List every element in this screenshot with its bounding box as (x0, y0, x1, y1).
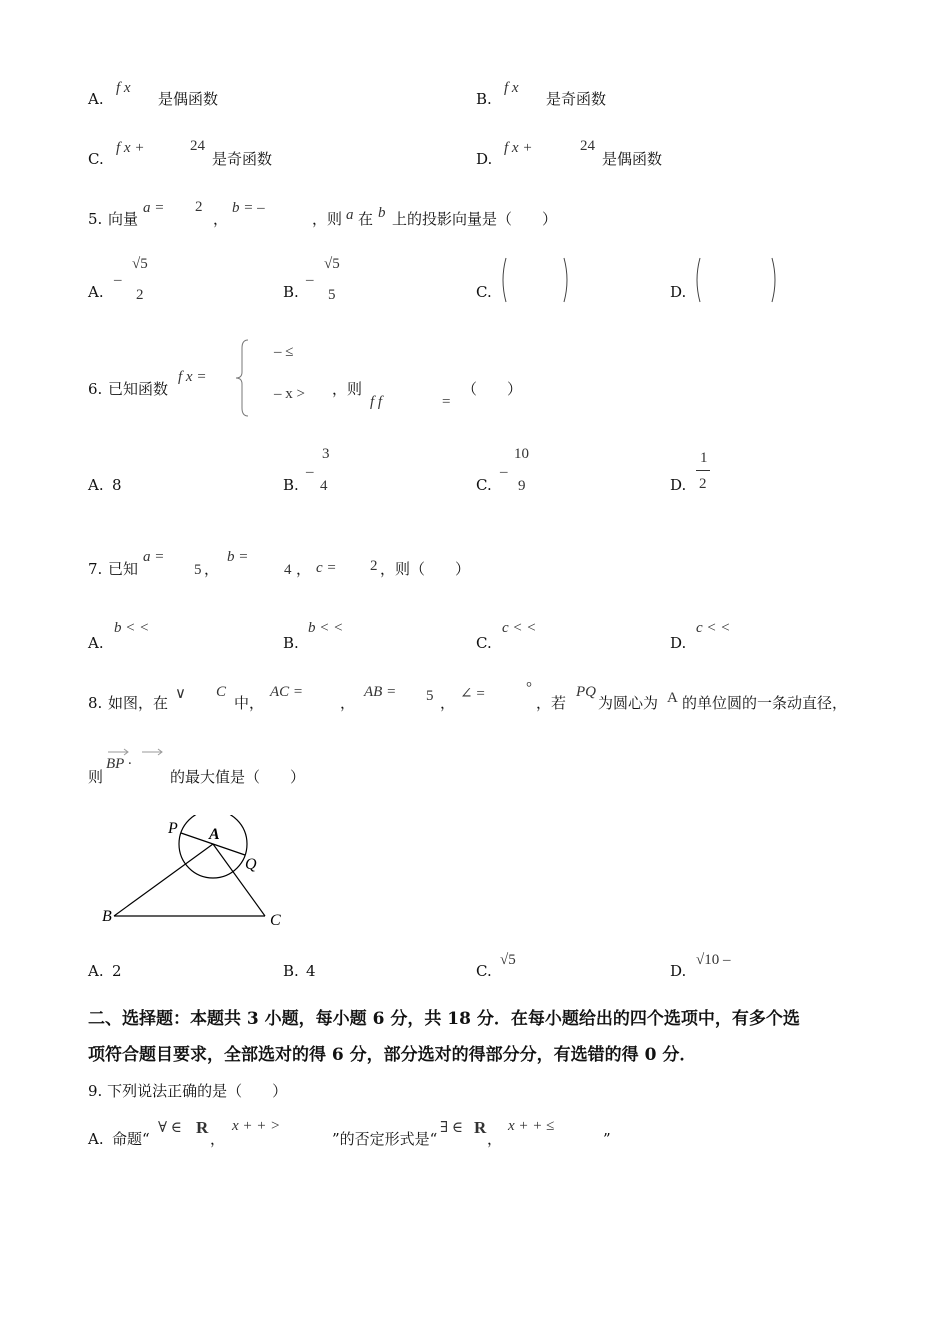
q5-option-c-label: C. (476, 283, 492, 301)
q8-fig-label-c: C (270, 912, 281, 929)
q6-case-2: – x > (274, 386, 305, 402)
q7-option-d-label: D. (670, 634, 687, 652)
q5-option-d-paren-icon (692, 256, 780, 304)
q5-option-c-paren-icon (498, 256, 572, 304)
q4-option-d-num: 24 (580, 138, 595, 154)
q8-ab-val: 5 (426, 688, 434, 704)
q8-ac-eq: AC = (270, 684, 304, 700)
q8-line2-post: 的最大值是（ ） (170, 768, 306, 786)
q6-option-a-label: A. (88, 476, 104, 494)
section2-heading-line2: 项符合题目要求，全部选对的得 6 分，部分选对的得部分分，有选错的得 0 分． (88, 1045, 697, 1065)
q7-b-eq: b = (227, 549, 249, 565)
q8-text-1: 如图，在 (108, 694, 169, 712)
q5-b-eq: b = – (232, 200, 265, 216)
q6-brace-icon (234, 338, 254, 418)
q8-center-a: A (667, 690, 678, 706)
q4-option-b-math: f x (504, 80, 519, 96)
q7-number: 7. (88, 560, 103, 578)
q8-fig-label-q: Q (245, 856, 257, 873)
q5-text-2: ，则 (312, 210, 343, 228)
q6-eq: = (442, 394, 451, 410)
q8-line2-pre: 则 (88, 768, 104, 786)
q6-option-d-label: D. (670, 476, 687, 494)
q5-option-b-sign: – (306, 272, 314, 288)
q5-comma: ， (213, 210, 229, 228)
q8-text-2: 中， (234, 694, 265, 712)
q4-option-b-text: 是奇函数 (546, 90, 607, 108)
q8-fig-label-b: B (102, 908, 112, 925)
q7-a-val: 5 (194, 562, 202, 578)
q5-number: 5. (88, 210, 103, 228)
q8-triangle-side-ac (213, 844, 265, 916)
q8-option-a-val: 2 (112, 962, 122, 980)
q8-triangle-symbol: ∨ (175, 686, 186, 702)
q6-case-1: – ≤ (274, 344, 294, 360)
q7-c-eq: c = (316, 560, 337, 576)
q9-option-a-text-3: ” (603, 1130, 611, 1148)
q6-option-b-den: 4 (320, 478, 328, 494)
q4-option-a-label: A. (88, 90, 104, 108)
q8-number: 8. (88, 694, 103, 712)
q5-option-a-sign: – (114, 272, 122, 288)
q8-comma-1: ， (340, 694, 356, 712)
q6-option-c-den: 9 (518, 478, 526, 494)
q9-option-a-expr-2: x + + ≤ (508, 1118, 555, 1134)
q5-text-3: 在 (358, 210, 374, 228)
q4-option-a-math: f x (116, 80, 131, 96)
q5-option-d-label: D. (670, 283, 687, 301)
q7-option-a-expr: b < < (114, 620, 150, 636)
q4-option-a-text: 是偶函数 (158, 90, 219, 108)
q9-option-a-label: A. (88, 1130, 104, 1148)
q8-option-b-label: B. (283, 962, 299, 980)
q7-c-val: 2 (370, 558, 378, 574)
q5-vector-a: a (346, 207, 354, 223)
q6-option-b-sign: – (306, 464, 314, 480)
q8-option-d-val: √10 – (696, 952, 731, 968)
q9-option-a-comma-2: ， (487, 1130, 503, 1148)
q5-option-b-den: 5 (328, 287, 336, 303)
q8-vector-arrows-icon (106, 746, 166, 756)
q9-option-a-comma-1: ， (210, 1130, 226, 1148)
q4-option-d-text: 是偶函数 (602, 150, 663, 168)
q8-option-c-label: C. (476, 962, 492, 980)
q6-option-d-den: 2 (699, 476, 707, 492)
section2-heading-line1: 二、选择题：本题共 3 小题，每小题 6 分，共 18 分．在每小题给出的四个选项中，有多个选 (88, 1009, 800, 1029)
q6-text-2: ，则 (332, 380, 363, 398)
q8-option-b-val: 4 (306, 962, 316, 980)
q8-degree: ° (526, 680, 532, 696)
q6-option-c-sign: – (500, 464, 508, 480)
q8-unit-circle (179, 815, 247, 878)
q9-option-a-forall: ∀ ∈ (158, 1120, 182, 1136)
q6-option-b-num: 3 (322, 446, 330, 462)
q4-option-d-math: f x + (504, 140, 533, 156)
q7-text-2: ，则（ ） (380, 560, 471, 578)
q8-triangle-side-ba (114, 844, 213, 916)
q8-option-d-label: D. (670, 962, 687, 980)
q5-option-b-label: B. (283, 283, 299, 301)
q6-fx: f x = (178, 369, 207, 385)
q6-option-b-label: B. (283, 476, 299, 494)
q4-option-c-label: C. (88, 150, 104, 168)
q6-ff: f f (370, 394, 383, 410)
q6-number: 6. (88, 380, 103, 398)
q6-option-a-val: 8 (112, 476, 122, 494)
q9-option-a-r1: R (196, 1118, 209, 1137)
q8-ab-eq: AB = (364, 684, 397, 700)
q8-option-a-label: A. (88, 962, 104, 980)
q4-option-c-text: 是奇函数 (212, 150, 273, 168)
q7-option-c-expr: c < < (502, 620, 537, 636)
q9-option-a-text-1: 命题“ (112, 1130, 150, 1148)
q7-option-b-expr: b < < (308, 620, 344, 636)
q6-option-c-num: 10 (514, 446, 529, 462)
q5-a-val: 2 (195, 199, 203, 215)
q6-option-c-label: C. (476, 476, 492, 494)
q5-text-1: 向量 (108, 210, 139, 228)
q9-option-a-expr-1: x + + > (232, 1118, 281, 1134)
q5-vector-b: b (378, 205, 386, 221)
q8-figure (95, 815, 295, 935)
q7-comma-1: ， (204, 560, 220, 578)
q5-option-a-sqrt: √5 (132, 256, 148, 272)
q5-a-eq: a = (143, 200, 165, 216)
q7-text-1: 已知 (108, 560, 139, 578)
q7-b-val: 4 (284, 562, 292, 578)
q6-paren: （ ） (462, 380, 523, 398)
q5-text-4: 上的投影向量是（ ） (392, 210, 558, 228)
q8-text-5: 的单位圆的一条动直径， (682, 694, 848, 712)
q5-option-a-label: A. (88, 283, 104, 301)
q8-text-4: 为圆心为 (598, 694, 659, 712)
q7-option-b-label: B. (283, 634, 299, 652)
q9-stem: 9. 下列说法正确的是（ ） (88, 1082, 288, 1100)
q8-fig-label-a: A (209, 826, 220, 843)
q8-comma-2: ， (440, 694, 456, 712)
q4-option-c-num: 24 (190, 138, 205, 154)
q8-angle: ∠ = (460, 686, 485, 702)
q9-option-a-r2: R (474, 1118, 487, 1137)
q7-a-eq: a = (143, 549, 165, 565)
q8-vertex-c: C (216, 684, 227, 700)
q7-option-d-expr: c < < (696, 620, 731, 636)
q8-fig-label-p: P (168, 820, 178, 837)
q4-option-b-label: B. (476, 90, 492, 108)
q5-option-b-sqrt: √5 (324, 256, 340, 272)
q8-bp: BP · (106, 756, 132, 772)
q8-text-3: ，若 (536, 694, 567, 712)
q6-option-d-fraction-bar (696, 470, 710, 471)
q4-option-d-label: D. (476, 150, 493, 168)
q5-option-a-den: 2 (136, 287, 144, 303)
q9-option-a-text-2: ”的否定形式是“ (332, 1130, 438, 1148)
q6-option-d-num: 1 (700, 450, 708, 466)
q7-option-c-label: C. (476, 634, 492, 652)
q6-text-1: 已知函数 (108, 380, 169, 398)
q8-pq: PQ (576, 684, 596, 700)
q8-option-c-val: √5 (500, 952, 516, 968)
q4-option-c-math: f x + (116, 140, 145, 156)
q7-comma-2: ， (296, 560, 312, 578)
q9-option-a-exists: ∃ ∈ (440, 1120, 463, 1136)
q7-option-a-label: A. (88, 634, 104, 652)
